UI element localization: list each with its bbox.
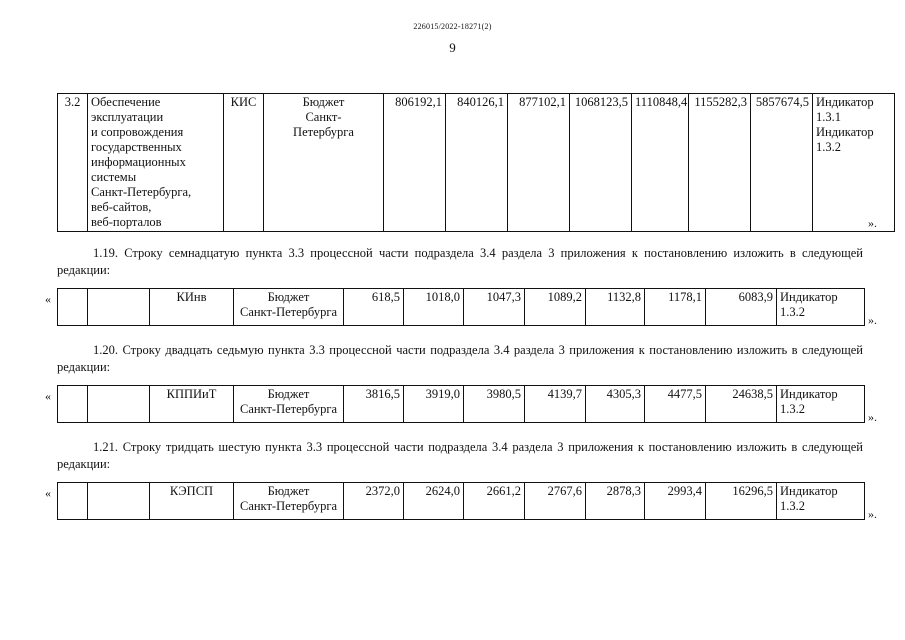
value-cell: 1132,8 bbox=[586, 289, 645, 326]
row-code: КЭПСП bbox=[150, 483, 234, 520]
row-code: КИнв bbox=[150, 289, 234, 326]
document-id: 226015/2022-18271(2) bbox=[413, 22, 492, 31]
empty-cell bbox=[58, 483, 88, 520]
page-number: 9 bbox=[449, 40, 456, 55]
empty-cell bbox=[88, 483, 150, 520]
indicator-cell: Индикатор 1.3.2 bbox=[777, 386, 865, 423]
funding-source: Бюджет Санкт-Петербурга bbox=[234, 386, 344, 423]
value-cell: 1018,0 bbox=[404, 289, 464, 326]
budget-table-row bbox=[57, 385, 865, 423]
value-cell: 3919,0 bbox=[404, 386, 464, 423]
indicator-cell: Индикатор 1.3.2 bbox=[777, 483, 865, 520]
open-quote: « bbox=[45, 486, 51, 500]
value-cell: 618,5 bbox=[344, 289, 404, 326]
value-cell: 2661,2 bbox=[464, 483, 525, 520]
open-quote: « bbox=[45, 292, 51, 306]
value-cell: 2767,6 bbox=[525, 483, 586, 520]
funding-source: Бюджет Санкт- Петербурга bbox=[264, 94, 384, 232]
value-total: 6083,9 bbox=[706, 289, 777, 326]
budget-table-row bbox=[57, 482, 865, 520]
row-name: Обеспечение эксплуатации и сопровождения государственных информационных системы Санкт-Петербурга, веб-сайтов, веб-порталов bbox=[88, 94, 224, 232]
open-quote: « bbox=[45, 389, 51, 403]
close-quote: ». bbox=[868, 507, 877, 521]
value-cell: 840126,1 bbox=[446, 94, 508, 232]
value-cell: 1047,3 bbox=[464, 289, 525, 326]
value-total: 5857674,5 bbox=[751, 94, 813, 232]
empty-cell bbox=[88, 386, 150, 423]
row-number: 3.2 bbox=[58, 94, 88, 232]
value-cell: 1110848,4 bbox=[632, 94, 689, 232]
indicator-cell: Индикатор 1.3.2 bbox=[777, 289, 865, 326]
value-cell: 4305,3 bbox=[586, 386, 645, 423]
budget-table-row-3-2 bbox=[57, 93, 895, 232]
value-cell: 3980,5 bbox=[464, 386, 525, 423]
value-cell: 806192,1 bbox=[384, 94, 446, 232]
empty-cell bbox=[58, 289, 88, 326]
row-code: КИС bbox=[224, 94, 264, 232]
funding-source: Бюджет Санкт-Петербурга bbox=[234, 483, 344, 520]
value-cell: 2878,3 bbox=[586, 483, 645, 520]
row-code: КППИиТ bbox=[150, 386, 234, 423]
amendment-paragraph: 1.19. Строку семнадцатую пункта 3.3 процессной части подраздела 3.4 раздела 3 приложения к постановлению изложить в следующей редакции: bbox=[57, 246, 863, 277]
close-quote: ». bbox=[868, 410, 877, 424]
value-cell: 1089,2 bbox=[525, 289, 586, 326]
funding-source: Бюджет Санкт-Петербурга bbox=[234, 289, 344, 326]
value-cell: 2993,4 bbox=[645, 483, 706, 520]
close-quote: ». bbox=[868, 313, 877, 327]
value-total: 24638,5 bbox=[706, 386, 777, 423]
close-quote: ». bbox=[868, 216, 877, 230]
amendment-paragraph: 1.20. Строку двадцать седьмую пункта 3.3 процессной части подраздела 3.4 раздела 3 приложения к постановлению изложить в следующей редакции: bbox=[57, 343, 863, 374]
value-cell: 2624,0 bbox=[404, 483, 464, 520]
value-cell: 1068123,5 bbox=[570, 94, 632, 232]
value-cell: 1155282,3 bbox=[689, 94, 751, 232]
indicator-cell: Индикатор 1.3.1 Индикатор 1.3.2 bbox=[813, 94, 895, 232]
budget-table-row bbox=[57, 288, 865, 326]
value-cell: 3816,5 bbox=[344, 386, 404, 423]
amendment-paragraph: 1.21. Строку тридцать шестую пункта 3.3 процессной части подраздела 3.4 раздела 3 приложения к постановлению изложить в следующей редакции: bbox=[57, 440, 863, 471]
value-cell: 877102,1 bbox=[508, 94, 570, 232]
value-cell: 2372,0 bbox=[344, 483, 404, 520]
empty-cell bbox=[88, 289, 150, 326]
value-total: 16296,5 bbox=[706, 483, 777, 520]
value-cell: 4139,7 bbox=[525, 386, 586, 423]
value-cell: 4477,5 bbox=[645, 386, 706, 423]
value-cell: 1178,1 bbox=[645, 289, 706, 326]
empty-cell bbox=[58, 386, 88, 423]
